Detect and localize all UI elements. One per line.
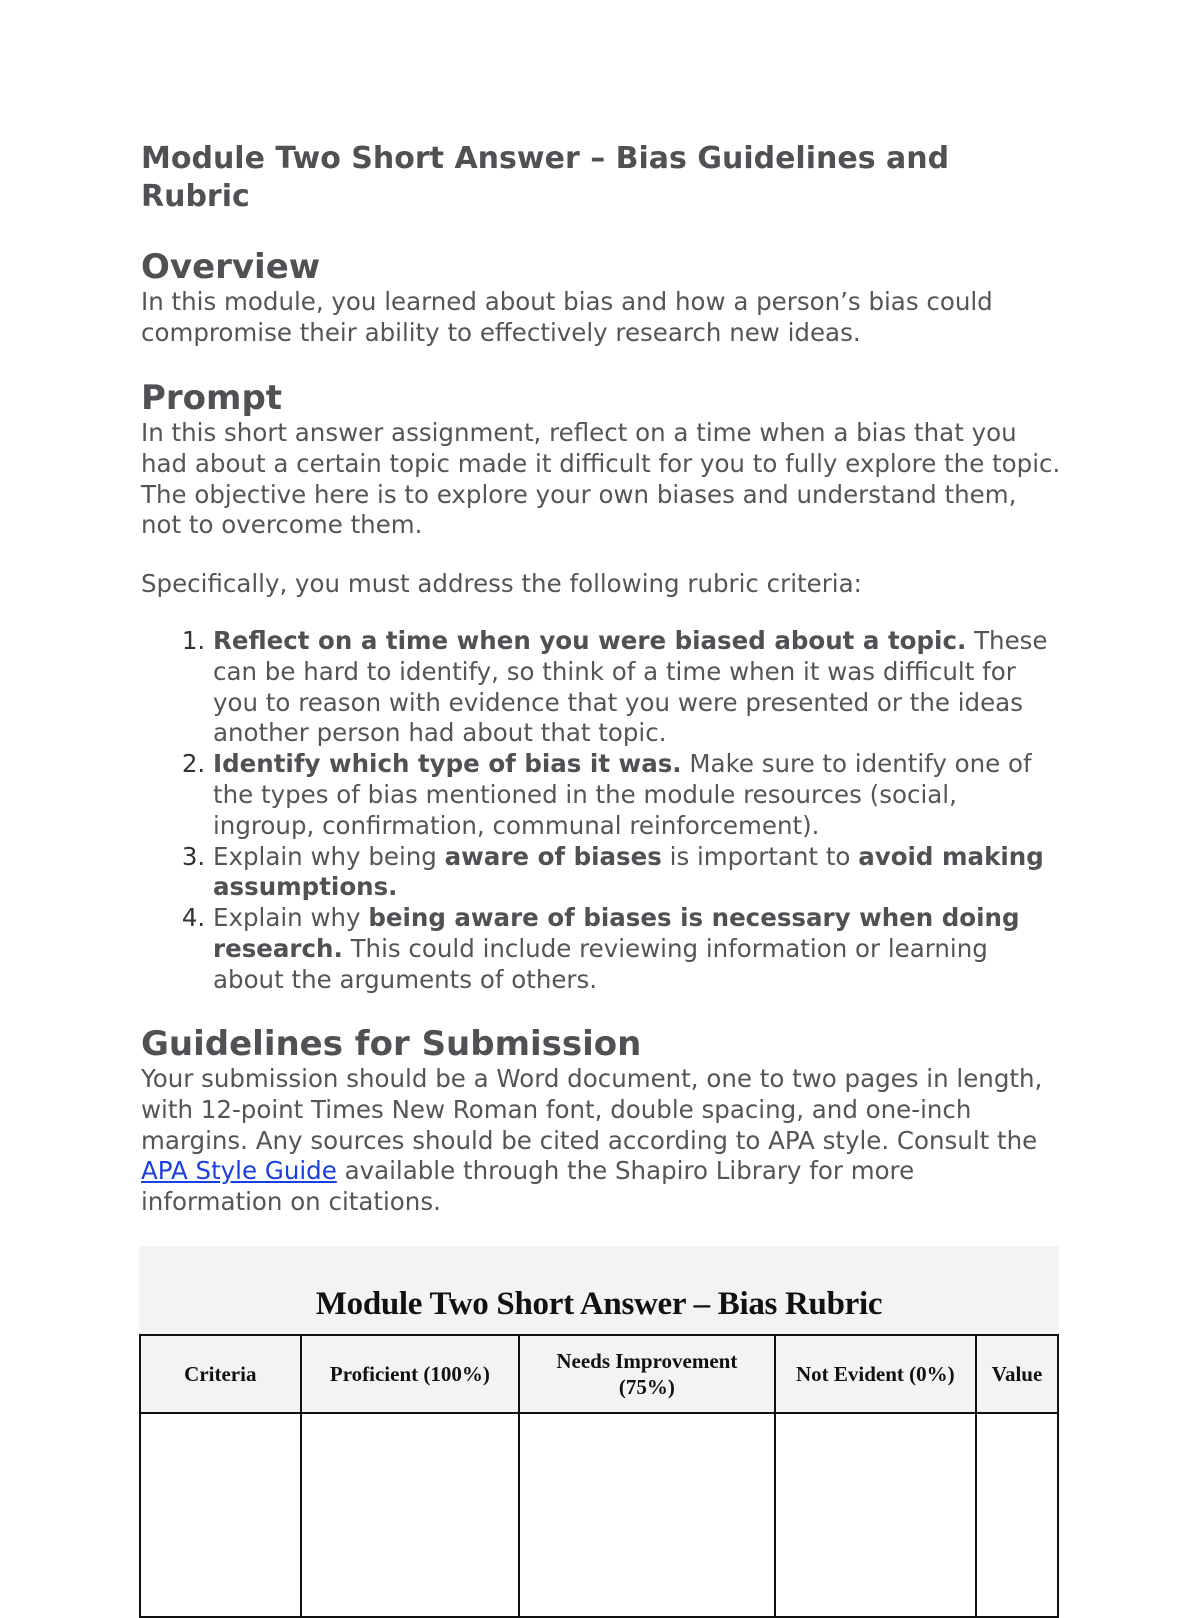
criteria-intro: Specifically, you must address the following rubric criteria: bbox=[141, 569, 862, 599]
column-header-proficient: Proficient (100%) bbox=[301, 1335, 519, 1413]
criterion-bold: Reflect on a time when you were biased about a topic. bbox=[213, 625, 967, 655]
list-item bbox=[213, 903, 1061, 995]
rubric-title: Module Two Short Answer – Bias Rubric bbox=[315, 1286, 883, 1322]
criterion-text: Make sure to identify one of the types of bias mentioned in the module resources (social, ingroup, confirmation, communal reinforcement). bbox=[213, 749, 1032, 840]
apa-style-guide-link[interactable]: APA Style Guide bbox=[141, 1156, 337, 1186]
list-item bbox=[213, 749, 1061, 841]
criterion-bold: being aware of biases is necessary when doing research. bbox=[213, 903, 1020, 963]
table-header-row bbox=[140, 1335, 1058, 1413]
criterion-text: Explain why bbox=[213, 903, 369, 933]
guidelines-section bbox=[141, 1024, 1061, 1218]
overview-section bbox=[141, 247, 1061, 349]
prompt-text: In this short answer assignment, reflect on a time when a bias that you had about a certain topic made it difficult for you to fully explore the topic. The objective here is to explore your own biases and understand them, not to overcome them. bbox=[141, 418, 1061, 540]
list-item bbox=[213, 842, 1061, 904]
rubric-table bbox=[139, 1334, 1059, 1618]
guidelines-text-after: available through the Shapiro Library for more information on citations. bbox=[141, 1156, 915, 1217]
guidelines-text bbox=[141, 1064, 1061, 1218]
list-item bbox=[213, 626, 1061, 749]
table-cell bbox=[775, 1413, 976, 1617]
criterion-text: These can be hard to identify, so think of a time when it was difficult for you to reason with evidence that you were presented or the ideas another person had about that topic. bbox=[213, 625, 1048, 748]
rubric-block bbox=[139, 1246, 1059, 1566]
table-row bbox=[140, 1413, 1058, 1617]
table-cell bbox=[519, 1413, 774, 1617]
table-cell bbox=[140, 1413, 301, 1617]
table-cell bbox=[301, 1413, 519, 1617]
criteria-list bbox=[141, 626, 1061, 996]
guidelines-heading: Guidelines for Submission bbox=[141, 1024, 642, 1064]
overview-text: In this module, you learned about bias and how a person’s bias could compromise their ability to effectively research new ideas. bbox=[141, 287, 993, 347]
prompt-heading: Prompt bbox=[141, 378, 283, 418]
criterion-bold: aware of biases bbox=[444, 841, 662, 871]
prompt-section bbox=[141, 378, 1061, 996]
column-header-not-evident: Not Evident (0%) bbox=[775, 1335, 976, 1413]
overview-heading: Overview bbox=[141, 247, 321, 287]
table-cell bbox=[976, 1413, 1058, 1617]
criterion-text: This could include reviewing information or learning about the arguments of others. bbox=[213, 933, 988, 994]
guidelines-text-before: Your submission should be a Word document, one to two pages in length, with 12-point Times New Roman font, double spacing, and one-inch margins. Any sources should be cited according to APA style. Consult the bbox=[141, 1064, 1043, 1155]
criterion-text: is important to bbox=[661, 841, 859, 871]
column-header-criteria: Criteria bbox=[140, 1335, 301, 1413]
column-header-needs-improvement: Needs Improvement (75%) bbox=[519, 1335, 774, 1413]
column-header-value: Value bbox=[976, 1335, 1058, 1413]
document-title: Module Two Short Answer – Bias Guidelines and Rubric bbox=[141, 141, 950, 214]
criterion-text: Explain why being bbox=[213, 841, 445, 871]
criterion-bold: Identify which type of bias it was. bbox=[213, 749, 682, 779]
criterion-bold: avoid making assumptions. bbox=[213, 841, 1044, 902]
